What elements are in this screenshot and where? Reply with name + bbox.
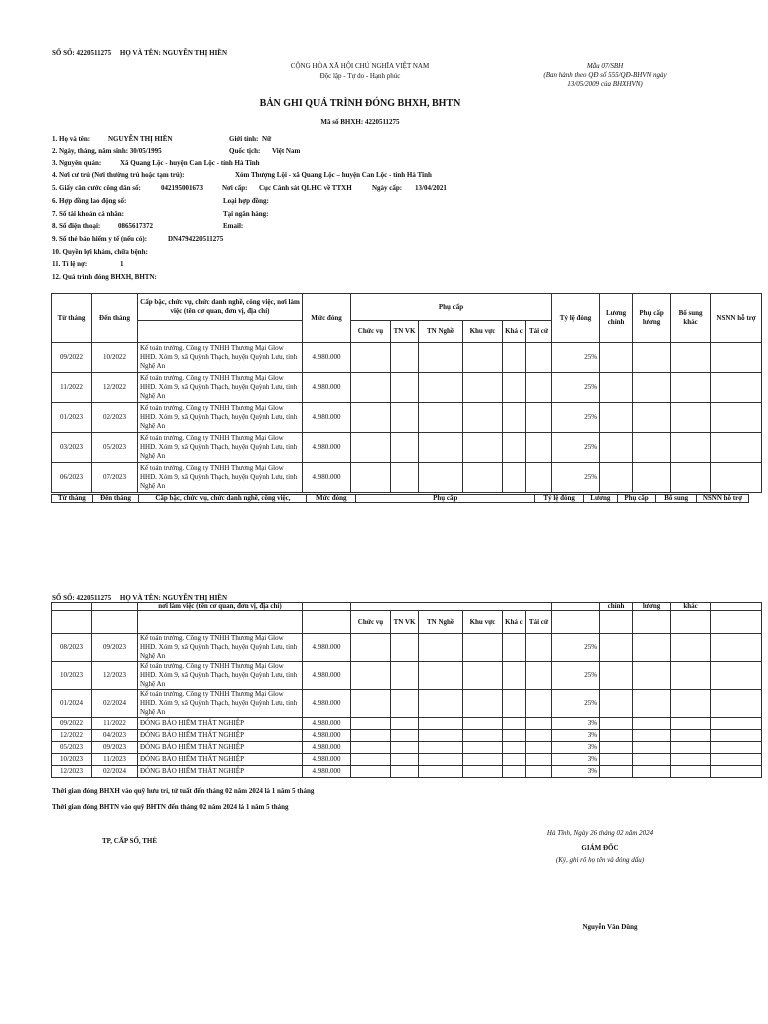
cell-other [671, 766, 711, 778]
cell-amount: 4.980.000 [303, 690, 351, 718]
cell-amount: 4.980.000 [303, 754, 351, 766]
cell-allow-position [351, 742, 391, 754]
table-row [52, 403, 762, 433]
cell-allow-position [351, 690, 391, 718]
col-allow-reelect: Tái cử [526, 611, 552, 634]
cell-main-salary [600, 343, 633, 373]
issuer-title: TP, CẤP SỔ, THẺ [102, 837, 158, 845]
cell-allow-region [463, 634, 503, 662]
cell-state-support [711, 742, 762, 754]
col-allow-reelect: Tái cử [526, 321, 552, 343]
cell-allow-position [351, 373, 391, 403]
col-position: Cấp bậc, chức vụ, chức danh nghề, công việc, nơi làm việc (tên cơ quan, đơn vị, địa chỉ) [138, 294, 303, 321]
field-contract-type-label: Loại hợp đồng: [223, 197, 269, 205]
field-id-value: 042195001673 [161, 184, 203, 192]
cell-state-support [711, 433, 762, 463]
cell-rate: 3% [552, 766, 600, 778]
field-id-date-label: Ngày cấp: [372, 184, 403, 192]
summary-bhtn: Thời gian đóng BHTN vào quỹ BHTN đến tháng 02 năm 2024 là 1 năm 5 tháng [52, 803, 289, 811]
cell-from-month: 12/2022 [52, 730, 92, 742]
table-row [52, 754, 762, 766]
cell-allow-region [463, 662, 503, 690]
cell-position: ĐÓNG BẢO HIỂM THẤT NGHIỆP [138, 730, 303, 742]
cell-to-month: 10/2022 [92, 343, 138, 373]
cell-salary-allowance [633, 343, 671, 373]
cell-rate: 25% [552, 690, 600, 718]
cell-allow-tnnghe [419, 690, 463, 718]
cell-allow-tnnghe [419, 766, 463, 778]
document-title: BẢN GHI QUÁ TRÌNH ĐÓNG BHXH, BHTN [259, 98, 461, 109]
cell-other [671, 754, 711, 766]
cell-rate: 25% [552, 662, 600, 690]
col-allowance: Phụ cấp [351, 294, 552, 321]
cell-allow-reelect [526, 718, 552, 730]
sign-note: (Ký, ghi rõ họ tên và đóng dấu) [555, 856, 645, 864]
cell-allow-reelect [526, 754, 552, 766]
field-health-card-value: DN4794220511275 [168, 235, 224, 243]
cell-allow-region [463, 754, 503, 766]
col-to-month: Đến tháng [92, 294, 138, 343]
cell-allow-position [351, 403, 391, 433]
cell-allow-position [351, 718, 391, 730]
table-row [52, 343, 762, 373]
col-salary-allowance-cont: lương [633, 603, 671, 611]
cell-to-month: 02/2023 [92, 403, 138, 433]
field-name-label: 1. Họ và tên: [52, 135, 91, 143]
col-other: Bổ sung [656, 495, 697, 503]
form-note-2: 13/05/2009 của BHXHVN) [567, 80, 643, 88]
field-contract-label: 6. Hợp đồng lao động số: [52, 197, 127, 205]
cell-state-support [711, 403, 762, 433]
cell-allow-reelect [526, 343, 552, 373]
col-allow-other: Khá c [503, 321, 526, 343]
table-row [52, 373, 762, 403]
col-main-salary: Lương chính [600, 294, 633, 343]
cell-allow-other [503, 742, 526, 754]
cell-allow-tnvk [391, 343, 419, 373]
cell-from-month: 11/2022 [52, 373, 92, 403]
cell-to-month: 12/2023 [92, 662, 138, 690]
cell-from-month: 10/2023 [52, 754, 92, 766]
cell-rate: 25% [552, 373, 600, 403]
cell-amount: 4.980.000 [303, 730, 351, 742]
contribution-table-2 [51, 602, 762, 778]
cell-salary-allowance [633, 634, 671, 662]
cell-rate: 25% [552, 634, 600, 662]
field-email-label: Email: [223, 222, 244, 230]
cell-allow-tnnghe [419, 403, 463, 433]
cell-to-month: 11/2023 [92, 754, 138, 766]
cell-salary-allowance [633, 433, 671, 463]
field-process-label: 12. Quá trình đóng BHXH, BHTN: [52, 273, 157, 281]
field-gender-label: Giới tính: [229, 135, 259, 143]
cell-main-salary [600, 463, 633, 493]
col-allow-tnnghe: TN Nghề [419, 611, 463, 634]
cell-allow-other [503, 343, 526, 373]
col-from-month: Từ tháng [52, 294, 92, 343]
field-name-value: NGUYỄN THỊ HIỀN [108, 135, 173, 143]
field-residence-value: Xóm Thượng Lội - xã Quang Lộc – huyện Can Lộc - tỉnh Hà Tĩnh [235, 171, 432, 179]
col-amount: Mức đóng [303, 294, 351, 343]
cell-allow-tnvk [391, 403, 419, 433]
cell-from-month: 09/2022 [52, 718, 92, 730]
cell-main-salary [600, 766, 633, 778]
cell-main-salary [600, 403, 633, 433]
cell-main-salary [600, 742, 633, 754]
cell-main-salary [600, 662, 633, 690]
cell-rate: 3% [552, 742, 600, 754]
cell-allow-tnnghe [419, 433, 463, 463]
cell-allow-tnnghe [419, 742, 463, 754]
cell-allow-region [463, 766, 503, 778]
cell-other [671, 403, 711, 433]
cell-allow-position [351, 766, 391, 778]
cell-from-month: 01/2023 [52, 403, 92, 433]
col-main-salary: Lương [584, 495, 618, 503]
cell-allow-tnvk [391, 463, 419, 493]
cell-rate: 25% [552, 343, 600, 373]
table-row [52, 662, 762, 690]
field-nationality-label: Quốc tịch: [229, 147, 261, 155]
cell-salary-allowance [633, 690, 671, 718]
cell-allow-tnnghe [419, 463, 463, 493]
field-id-date-value: 13/04/2021 [415, 184, 447, 192]
field-phone-value: 0865617372 [118, 222, 153, 230]
cell-state-support [711, 343, 762, 373]
cell-main-salary [600, 433, 633, 463]
cell-amount: 4.980.000 [303, 718, 351, 730]
cell-allow-tnnghe [419, 754, 463, 766]
col-allowance: Phụ cấp [356, 495, 535, 503]
cell-salary-allowance [633, 373, 671, 403]
cell-position: ĐÓNG BẢO HIỂM THẤT NGHIỆP [138, 742, 303, 754]
cell-allow-tnvk [391, 754, 419, 766]
cell-allow-region [463, 690, 503, 718]
cell-salary-allowance [633, 754, 671, 766]
cell-to-month: 07/2023 [92, 463, 138, 493]
cell-position: ĐÓNG BẢO HIỂM THẤT NGHIỆP [138, 754, 303, 766]
cell-other [671, 742, 711, 754]
col-allow-region: Khu vực [463, 611, 503, 634]
cell-from-month: 09/2022 [52, 343, 92, 373]
cell-allow-other [503, 718, 526, 730]
cell-rate: 3% [552, 718, 600, 730]
contribution-table-1 [51, 293, 762, 493]
cell-amount: 4.980.000 [303, 634, 351, 662]
col-allow-position: Chức vụ [351, 321, 391, 343]
cell-amount: 4.980.000 [303, 662, 351, 690]
cell-allow-tnvk [391, 742, 419, 754]
cell-position: Kế toán trưởng. Công ty TNHH Thương Mại Glow HHD. Xóm 9, xã Quỳnh Thạch, huyện Quỳnh Lưu, tỉnh Nghệ An [138, 662, 303, 690]
cell-allow-tnvk [391, 730, 419, 742]
cell-state-support [711, 690, 762, 718]
cell-allow-region [463, 718, 503, 730]
cell-rate: 3% [552, 754, 600, 766]
cell-main-salary [600, 634, 633, 662]
cell-from-month: 03/2023 [52, 433, 92, 463]
cell-to-month: 09/2023 [92, 742, 138, 754]
table-row [52, 766, 762, 778]
col-other-cont: khác [671, 603, 711, 611]
cell-allow-tnvk [391, 373, 419, 403]
cell-allow-position [351, 730, 391, 742]
cell-salary-allowance [633, 730, 671, 742]
table-row [52, 730, 762, 742]
cell-allow-reelect [526, 463, 552, 493]
col-amount: Mức đóng [307, 495, 356, 503]
field-benefits-label: 10. Quyền lợi khám, chữa bệnh: [52, 248, 148, 256]
cell-allow-other [503, 634, 526, 662]
col-to-month: Đến tháng [92, 495, 139, 503]
cell-amount: 4.980.000 [303, 343, 351, 373]
cell-salary-allowance [633, 403, 671, 433]
cell-from-month: 05/2023 [52, 742, 92, 754]
cell-allow-reelect [526, 690, 552, 718]
cell-salary-allowance [633, 742, 671, 754]
cell-position: Kế toán trưởng. Công ty TNHH Thương Mại Glow HHD. Xóm 9, xã Quỳnh Thạch, huyện Quỳnh Lưu, tỉnh Nghệ An [138, 690, 303, 718]
cell-salary-allowance [633, 662, 671, 690]
cell-to-month: 02/2024 [92, 766, 138, 778]
social-insurance-code: Mã số BHXH: 4220511275 [320, 118, 400, 126]
field-phone-label: 8. Số điện thoại: [52, 222, 101, 230]
cell-allow-region [463, 343, 503, 373]
col-allow-tnvk: TN VK [391, 321, 419, 343]
cell-to-month: 09/2023 [92, 634, 138, 662]
col-state-support: NSNN hỗ trợ [697, 495, 749, 503]
cell-state-support [711, 634, 762, 662]
cell-allow-position [351, 433, 391, 463]
cell-position: Kế toán trưởng. Công ty TNHH Thương Mại Glow HHD. Xóm 9, xã Quỳnh Thạch, huyện Quỳnh Lưu, tỉnh Nghệ An [138, 463, 303, 493]
field-hometown-value: Xã Quang Lộc - huyện Can Lộc - tỉnh Hà Tĩnh [120, 159, 260, 167]
cell-other [671, 718, 711, 730]
cell-allow-tnvk [391, 718, 419, 730]
director-title: GIÁM ĐỐC [581, 844, 619, 852]
cell-to-month: 05/2023 [92, 433, 138, 463]
cell-allow-tnvk [391, 690, 419, 718]
cell-position: Kế toán trưởng. Công ty TNHH Thương Mại Glow HHD. Xóm 9, xã Quỳnh Thạch, huyện Quỳnh Lưu, tỉnh Nghệ An [138, 634, 303, 662]
cell-from-month: 10/2023 [52, 662, 92, 690]
col-allow-position: Chức vụ [351, 611, 391, 634]
cell-main-salary [600, 730, 633, 742]
cell-allow-position [351, 634, 391, 662]
cell-allow-tnnghe [419, 662, 463, 690]
page-2-book-number-name: SỐ SỔ: 4220511275 HỌ VÀ TÊN: NGUYỄN THỊ HIỀN [52, 594, 228, 602]
cell-allow-position [351, 662, 391, 690]
cell-rate: 25% [552, 463, 600, 493]
col-allow-tnnghe: TN Nghề [419, 321, 463, 343]
cell-amount: 4.980.000 [303, 742, 351, 754]
cell-to-month: 02/2024 [92, 690, 138, 718]
field-debt-value: 1 [120, 260, 124, 268]
cell-allow-other [503, 403, 526, 433]
cell-amount: 4.980.000 [303, 373, 351, 403]
cell-state-support [711, 373, 762, 403]
cell-allow-tnnghe [419, 718, 463, 730]
cell-position: ĐÓNG BẢO HIỂM THẤT NGHIỆP [138, 718, 303, 730]
cell-to-month: 12/2022 [92, 373, 138, 403]
col-other: Bổ sung khác [671, 294, 711, 343]
cell-allow-tnnghe [419, 730, 463, 742]
field-gender-value: Nữ [262, 135, 272, 143]
col-salary-allowance: Phụ cấp lương [633, 294, 671, 343]
cell-other [671, 634, 711, 662]
table-1-continuation-header [51, 494, 749, 503]
table-row [52, 718, 762, 730]
table-row [52, 463, 762, 493]
cell-from-month: 01/2024 [52, 690, 92, 718]
form-note-1: (Ban hành theo QĐ số 555/QĐ-BHVN ngày [543, 71, 667, 79]
cell-amount: 4.980.000 [303, 463, 351, 493]
cell-allow-other [503, 754, 526, 766]
cell-allow-region [463, 433, 503, 463]
cell-allow-tnvk [391, 766, 419, 778]
cell-salary-allowance [633, 463, 671, 493]
cell-allow-reelect [526, 766, 552, 778]
field-id-place-label: Nơi cấp: [222, 184, 248, 192]
cell-rate: 25% [552, 433, 600, 463]
cell-allow-other [503, 690, 526, 718]
cell-allow-other [503, 463, 526, 493]
cell-main-salary [600, 754, 633, 766]
cell-allow-position [351, 463, 391, 493]
book-number-name: SỐ SỔ: 4220511275 HỌ VÀ TÊN: NGUYỄN THỊ HIỀN [52, 49, 228, 57]
cell-allow-other [503, 433, 526, 463]
cell-allow-tnnghe [419, 634, 463, 662]
cell-allow-region [463, 730, 503, 742]
col-allow-other: Khá c [503, 611, 526, 634]
signer-name: Nguyễn Văn Dũng [582, 923, 638, 931]
col-salary-allowance: Phụ cấp [617, 495, 656, 503]
country-name: CỘNG HÒA XÃ HỘI CHỦ NGHĨA VIỆT NAM [290, 62, 430, 70]
cell-other [671, 690, 711, 718]
cell-other [671, 662, 711, 690]
motto: Độc lập - Tự do - Hạnh phúc [319, 72, 401, 80]
cell-other [671, 343, 711, 373]
col-main-salary-cont: chính [600, 603, 633, 611]
col-from-month: Từ tháng [52, 495, 93, 503]
cell-allow-tnnghe [419, 343, 463, 373]
cell-allow-reelect [526, 634, 552, 662]
cell-allow-tnvk [391, 634, 419, 662]
col-allow-tnvk: TN VK [391, 611, 419, 634]
cell-state-support [711, 730, 762, 742]
cell-position: ĐÓNG BẢO HIỂM THẤT NGHIỆP [138, 766, 303, 778]
cell-main-salary [600, 690, 633, 718]
cell-rate: 25% [552, 403, 600, 433]
cell-allow-tnnghe [419, 373, 463, 403]
cell-allow-other [503, 766, 526, 778]
col-allow-region: Khu vực [463, 321, 503, 343]
cell-main-salary [600, 718, 633, 730]
field-id-label: 5. Giấy căn cước công dân số: [52, 184, 141, 192]
cell-allow-region [463, 373, 503, 403]
cell-from-month: 12/2023 [52, 766, 92, 778]
cell-allow-reelect [526, 433, 552, 463]
field-account-label: 7. Số tài khoản cá nhân: [52, 210, 124, 218]
table-row [52, 690, 762, 718]
field-residence-label: 4. Nơi cư trú (Nơi thường trú hoặc tạm trú): [52, 171, 185, 179]
cell-allow-reelect [526, 662, 552, 690]
cell-allow-reelect [526, 403, 552, 433]
cell-state-support [711, 662, 762, 690]
cell-amount: 4.980.000 [303, 433, 351, 463]
cell-amount: 4.980.000 [303, 403, 351, 433]
cell-allow-other [503, 373, 526, 403]
form-number: Mẫu 07/SBH [586, 62, 624, 70]
cell-position: Kế toán trưởng. Công ty TNHH Thương Mại Glow HHD. Xóm 9, xã Quỳnh Thạch, huyện Quỳnh Lưu, tỉnh Nghệ An [138, 373, 303, 403]
table-row [52, 433, 762, 463]
cell-allow-tnvk [391, 433, 419, 463]
cell-salary-allowance [633, 766, 671, 778]
cell-other [671, 463, 711, 493]
cell-state-support [711, 718, 762, 730]
field-nationality-value: Việt Nam [272, 147, 301, 155]
cell-state-support [711, 463, 762, 493]
field-id-place-value: Cục Cảnh sát QLHC về TTXH [259, 184, 352, 192]
sign-date: Hà Tĩnh, Ngày 26 tháng 02 năm 2024 [546, 829, 654, 837]
cell-allow-reelect [526, 373, 552, 403]
field-health-card-label: 9. Số thẻ bảo hiểm y tế (nếu có): [52, 235, 148, 243]
field-bank-label: Tại ngân hàng: [223, 210, 269, 218]
cell-allow-region [463, 742, 503, 754]
cell-allow-other [503, 730, 526, 742]
col-state-support: NSNN hỗ trợ [711, 294, 762, 343]
cell-to-month: 11/2022 [92, 718, 138, 730]
field-hometown-label: 3. Nguyên quán: [52, 159, 102, 167]
cell-state-support [711, 754, 762, 766]
cell-to-month: 04/2023 [92, 730, 138, 742]
field-debt-label: 11. Tỉ lệ nợ: [52, 260, 88, 268]
cell-from-month: 06/2023 [52, 463, 92, 493]
cell-state-support [711, 766, 762, 778]
cell-allow-region [463, 463, 503, 493]
cell-allow-region [463, 403, 503, 433]
cell-rate: 3% [552, 730, 600, 742]
cell-allow-tnvk [391, 662, 419, 690]
table-row [52, 634, 762, 662]
cell-other [671, 730, 711, 742]
col-rate: Tỷ lệ đóng [535, 495, 584, 503]
cell-allow-position [351, 754, 391, 766]
table-row [52, 742, 762, 754]
cell-other [671, 373, 711, 403]
cell-from-month: 08/2023 [52, 634, 92, 662]
cell-position: Kế toán trưởng. Công ty TNHH Thương Mại Glow HHD. Xóm 9, xã Quỳnh Thạch, huyện Quỳnh Lưu, tỉnh Nghệ An [138, 433, 303, 463]
field-dob: 2. Ngày, tháng, năm sinh: 30/05/1995 [52, 147, 162, 155]
col-rate: Tỷ lệ đóng [552, 294, 600, 343]
cell-allow-reelect [526, 742, 552, 754]
summary-bhxh: Thời gian đóng BHXH vào quỹ hưu trí, tử tuất đến tháng 02 năm 2024 là 1 năm 5 tháng [52, 787, 315, 795]
cell-salary-allowance [633, 718, 671, 730]
cell-amount: 4.980.000 [303, 766, 351, 778]
cell-allow-reelect [526, 730, 552, 742]
cell-main-salary [600, 373, 633, 403]
cell-other [671, 433, 711, 463]
cell-position: Kế toán trưởng. Công ty TNHH Thương Mại Glow HHD. Xóm 9, xã Quỳnh Thạch, huyện Quỳnh Lưu, tỉnh Nghệ An [138, 343, 303, 373]
cell-allow-position [351, 343, 391, 373]
col-position: Cấp bậc, chức vụ, chức danh nghề, công việc, [139, 495, 307, 503]
col-position-cont: nơi làm việc (tên cơ quan, đơn vị, địa chỉ) [138, 603, 303, 611]
cell-position: Kế toán trưởng. Công ty TNHH Thương Mại Glow HHD. Xóm 9, xã Quỳnh Thạch, huyện Quỳnh Lưu, tỉnh Nghệ An [138, 403, 303, 433]
cell-allow-other [503, 662, 526, 690]
